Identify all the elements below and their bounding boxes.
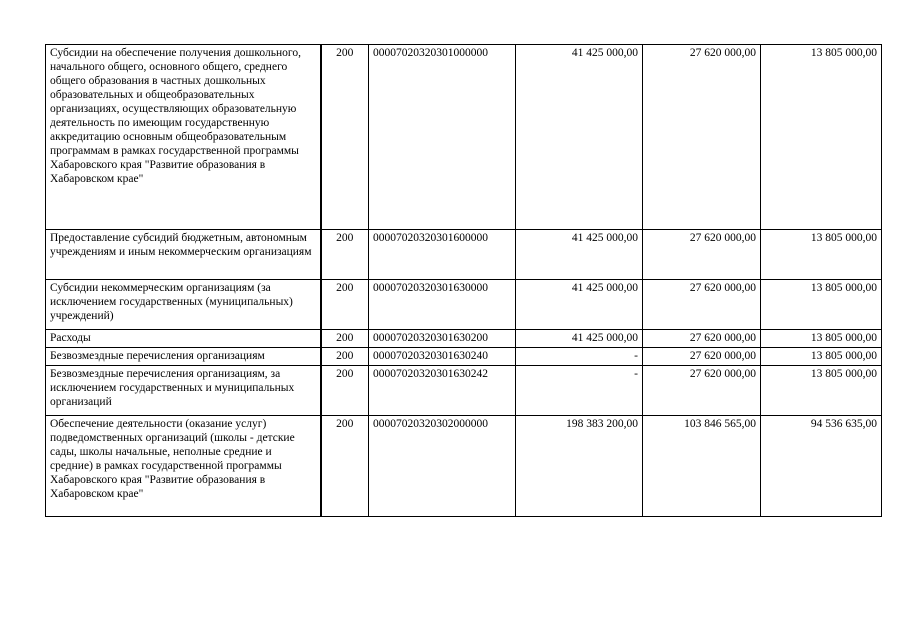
row-code: 200 [321, 330, 369, 348]
row-kbk: 00007020320302000000 [369, 416, 516, 517]
row-code: 200 [321, 280, 369, 330]
row-value-2: 103 846 565,00 [643, 416, 761, 517]
row-value-1: 41 425 000,00 [516, 45, 643, 230]
row-value-1: 198 383 200,00 [516, 416, 643, 517]
budget-table [45, 44, 882, 517]
row-code: 200 [321, 348, 369, 366]
row-value-3: 13 805 000,00 [761, 45, 882, 230]
row-name: Субсидии некоммерческим организациям (за исключением государственных (муниципальных) учреждений) [46, 280, 321, 330]
row-value-1: 41 425 000,00 [516, 230, 643, 280]
row-name: Субсидии на обеспечение получения дошкольного, начального общего, основного общего, среднего общего образования в частных дошкольных образовательных и общеобразовательных организациях, осуществляющих образовательную деятельность по имеющим государственную аккредитацию основным общеобразовательным программам в рамках государственной программы Хабаровского края "Развитие образования в Хабаровском крае" [46, 45, 321, 230]
row-value-3: 13 805 000,00 [761, 348, 882, 366]
row-value-1: 41 425 000,00 [516, 330, 643, 348]
table-row [46, 348, 882, 366]
row-kbk: 00007020320301600000 [369, 230, 516, 280]
row-code: 200 [321, 416, 369, 517]
row-code: 200 [321, 45, 369, 230]
table-row [46, 366, 882, 416]
row-value-3: 13 805 000,00 [761, 330, 882, 348]
row-value-3: 94 536 635,00 [761, 416, 882, 517]
row-code: 200 [321, 366, 369, 416]
row-value-2: 27 620 000,00 [643, 45, 761, 230]
row-name: Предоставление субсидий бюджетным, автономным учреждениям и иным некоммерческим организациям [46, 230, 321, 280]
row-kbk: 00007020320301630242 [369, 366, 516, 416]
row-name: Расходы [46, 330, 321, 348]
row-value-2: 27 620 000,00 [643, 366, 761, 416]
table-row [46, 45, 882, 230]
row-value-1: - [516, 348, 643, 366]
row-code: 200 [321, 230, 369, 280]
row-kbk: 00007020320301630200 [369, 330, 516, 348]
table-row [46, 330, 882, 348]
row-value-2: 27 620 000,00 [643, 280, 761, 330]
row-value-3: 13 805 000,00 [761, 366, 882, 416]
row-value-1: 41 425 000,00 [516, 280, 643, 330]
row-kbk: 00007020320301630240 [369, 348, 516, 366]
row-value-1: - [516, 366, 643, 416]
row-kbk: 00007020320301000000 [369, 45, 516, 230]
row-value-2: 27 620 000,00 [643, 330, 761, 348]
row-kbk: 00007020320301630000 [369, 280, 516, 330]
row-value-3: 13 805 000,00 [761, 280, 882, 330]
row-value-3: 13 805 000,00 [761, 230, 882, 280]
table-row [46, 280, 882, 330]
row-value-2: 27 620 000,00 [643, 348, 761, 366]
table-row [46, 416, 882, 517]
table-row [46, 230, 882, 280]
row-name: Безвозмездные перечисления организациям [46, 348, 321, 366]
row-value-2: 27 620 000,00 [643, 230, 761, 280]
row-name: Обеспечение деятельности (оказание услуг) подведомственных организаций (школы - детские сады, школы начальные, неполные средние и средние) в рамках государственной программы Хабаровского края "Развитие образования в Хабаровском крае" [46, 416, 321, 517]
row-name: Безвозмездные перечисления организациям, за исключением государственных и муниципальных организаций [46, 366, 321, 416]
